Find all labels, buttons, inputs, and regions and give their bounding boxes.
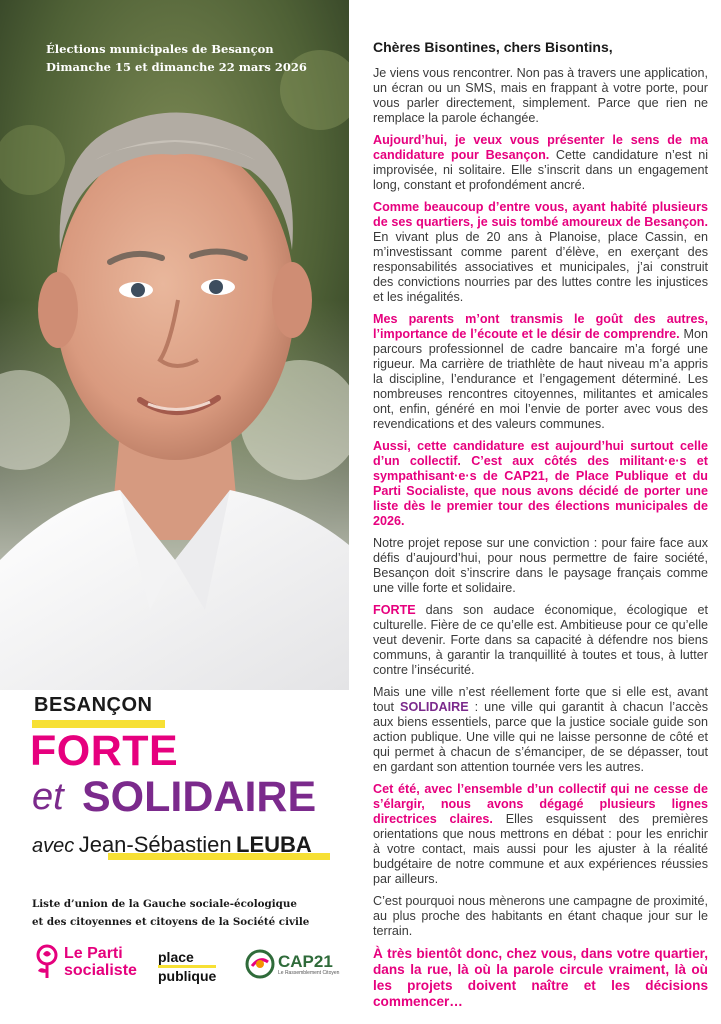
election-dates: Dimanche 15 et dimanche 22 mars 2026 xyxy=(46,60,307,74)
cap21-emblem-icon xyxy=(244,948,276,980)
letter-paragraph-6 xyxy=(373,536,708,596)
p10-text: C’est pourquoi nous mènerons une campagne de proximité, au plus proche des habitants en étant chaque jour sur le terrain. xyxy=(373,894,708,938)
p7-keyword-forte: FORTE xyxy=(373,603,416,617)
closing-text: À très bientôt donc, chez vous, dans votre quartier, dans la rue, là où la parole circule vraiment, là où les projets doivent naître et les décisions commencer… xyxy=(373,946,708,1009)
letter-greeting: Chères Bisontines, chers Bisontins, xyxy=(373,39,613,55)
p9-highlight: Cet été, avec l’ensemble d’un collectif qui ne cesse de s’élargir, nous avons dégagé plusieurs lignes directrices claires. xyxy=(373,782,708,826)
left-panel xyxy=(0,0,349,1024)
avec-label: avec xyxy=(32,835,75,857)
letter-closing xyxy=(373,946,708,1010)
p3-text: En vivant plus de 20 ans à Planoise, place Cassin, en m’investissant comme parent d’élève, en exerçant des responsabilités associatives et municipales, j’ai construit des convictions nourries par des luttes contre les injustices et les inégalités. xyxy=(373,230,708,304)
slogan-forte: FORTE xyxy=(30,727,179,775)
p6-text: Notre projet repose sur une conviction : pour faire face aux défis d’aujourd’hui, pour nous permettre de faire société, Besançon doit s’inscrire dans le paysage français comme une ville forte et solidaire. xyxy=(373,536,708,595)
letter-paragraph-2 xyxy=(373,133,708,193)
ps-line2: socialiste xyxy=(64,962,137,979)
letter-paragraph-7 xyxy=(373,603,708,678)
cap21-subtitle: Le Rassemblement Citoyen xyxy=(278,969,340,976)
letter-paragraph-8 xyxy=(373,685,708,775)
p2-highlight: Aujourd’hui, je veux vous présenter le sens de ma candidature pour Besançon. xyxy=(373,133,708,162)
letter-paragraph-3 xyxy=(373,200,708,305)
letter-paragraph-9 xyxy=(373,782,708,887)
parti-socialiste-logo xyxy=(34,944,137,980)
p8-start: Mais une ville n’est réellement forte que si elle est, avant tout xyxy=(373,685,708,714)
rose-icon xyxy=(34,944,60,980)
p4-highlight: Mes parents m’ont transmis le goût des autres, l’importance de l’écoute et le désir de comprendre. xyxy=(373,312,708,341)
ps-line1: Le Parti xyxy=(64,945,123,962)
letter-paragraph-1 xyxy=(373,66,708,126)
letter-paragraph-5 xyxy=(373,439,708,529)
letter-paragraph-10 xyxy=(373,894,708,939)
cap21-logo xyxy=(244,948,339,980)
city-title: BESANÇON xyxy=(34,694,153,716)
place-publique-logo xyxy=(158,949,216,984)
letter-column xyxy=(360,40,708,1017)
candidate-last-name: LEUBA xyxy=(236,832,312,857)
election-title: Élections municipales de Besançon xyxy=(46,42,274,56)
letter-paragraph-4 xyxy=(373,312,708,432)
pp-line1: place xyxy=(158,949,216,968)
election-header xyxy=(46,40,307,76)
list-union-line1: Liste d’union de la Gauche sociale-écologique xyxy=(32,898,297,910)
p9-text: Elles esquissent des premières orientations que nous mettrons en débat : pour les enrichir à votre contact, mais aussi pour les ajuster à la réalité budgétaire de notre commune et aux expériences réussies par ailleurs. xyxy=(373,812,708,886)
list-union-text xyxy=(32,895,309,931)
slogan-solidaire: SOLIDAIRE xyxy=(82,773,317,821)
p8-keyword-solidaire: SOLIDAIRE xyxy=(400,700,469,714)
p1-text: Je viens vous rencontrer. Non pas à travers une application, un écran ou un SMS, mais en frappant à votre porte, pour vous parler directement, simplement. Parce que rien ne remplace la parole échangée. xyxy=(373,66,708,125)
p8-text: : une ville qui garantit à chacun l’accès aux biens essentiels, parce que la justice sociale guide son action publique. Une ville qui ne laisse personne de côté et qui permet à chacun de s’émanciper, de se dépasser, tout en gardant son attention tournée vers les autres. xyxy=(373,700,708,774)
p5-highlight: Aussi, cette candidature est aujourd’hui surtout celle d’un collectif. C’est aux côtés des militant·e·s et sympathisant·e·s de CAP21, de Place Publique et du Parti Socialiste, que nous avons décidé de porter une liste dès le premier tour des élections municipales de 2026. xyxy=(373,439,708,528)
cap21-name: CAP21 xyxy=(278,951,333,971)
candidate-line xyxy=(32,832,312,858)
p3-highlight: Comme beaucoup d’entre vous, ayant habité plusieurs de ses quartiers, je suis tombé amoureux de Besançon. xyxy=(373,200,708,229)
candidate-first-name: Jean-Sébastien xyxy=(78,832,232,857)
p7-text: dans son audace économique, écologique et culturelle. Fière de ce qu’elle est. Ambitieuse pour ce qu’elle veut devenir. Forte dans sa capacité à défendre nos biens communs, à garantir la tranquillité à toutes et tous, à lutter contre l’insécurité. xyxy=(373,603,708,677)
slogan-et: et xyxy=(32,776,64,818)
list-union-line2: et des citoyennes et citoyens de la Société civile xyxy=(32,916,310,928)
p4-text: Mon parcours professionnel de cadre bancaire m’a forgé une rigueur. Ma carrière de triathlète de haut niveau m’a appris la discipline, l’endurance et l’engagement déterminé. Les nombreuses rencontres citoyennes, militantes et amicales ont, enfin, généré en moi l’envie de porter avec vous des revendications et des valeurs communes. xyxy=(373,327,708,431)
p2-text: Cette candidature n’est ni improvisée, ni solitaire. Elle s’inscrit dans un engagement long, constant et profondément ancré. xyxy=(373,148,708,192)
pp-line2: publique xyxy=(158,968,217,984)
